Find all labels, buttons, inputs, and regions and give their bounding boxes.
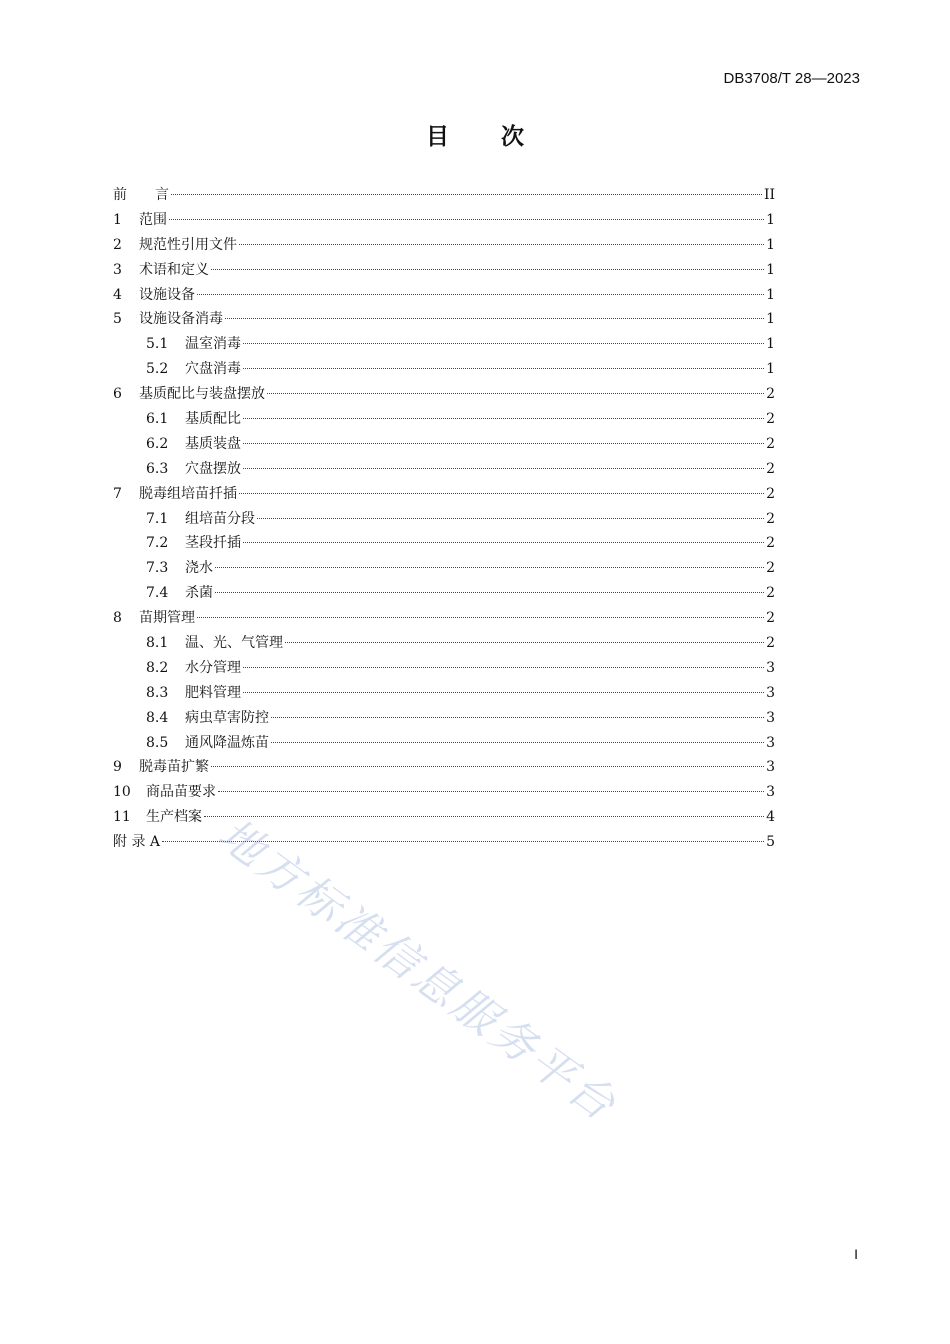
toc-entry-page: 1 — [766, 211, 775, 228]
toc-entry-page: 4 — [766, 809, 775, 826]
toc-entry-page: 3 — [766, 759, 775, 776]
toc-entry-title: 范围 — [139, 211, 167, 228]
toc-entry[interactable] — [113, 358, 775, 383]
toc-entry-title: 温、光、气管理 — [185, 635, 283, 652]
toc-entry-page: II — [763, 187, 775, 203]
toc-entry[interactable] — [113, 607, 775, 632]
toc-entry[interactable] — [113, 632, 775, 657]
toc-leader-dots — [197, 294, 764, 295]
toc-entry[interactable] — [113, 682, 775, 707]
toc-entry-number: 10 — [113, 784, 131, 801]
toc-leader-dots — [211, 766, 764, 767]
toc-leader-dots — [243, 418, 764, 419]
toc-entry-number: 8 — [113, 610, 122, 627]
toc-entry-title: 附 录 A — [113, 834, 161, 851]
toc-entry-number: 1 — [113, 211, 122, 228]
toc-entry-page: 2 — [766, 610, 775, 627]
watermark: 地方标准信息服务平台 — [208, 808, 627, 1133]
toc-entry-title: 生产档案 — [146, 809, 202, 826]
toc-leader-dots — [243, 468, 764, 469]
toc-entry-number: 7.1 — [146, 510, 169, 527]
toc-entry[interactable] — [113, 209, 775, 234]
toc-entry[interactable] — [113, 483, 775, 508]
toc-entry-page: 3 — [766, 659, 775, 676]
toc-entry-title: 穴盘消毒 — [185, 361, 241, 378]
toc-entry[interactable] — [113, 184, 775, 209]
document-code: DB3708/T 28—2023 — [723, 70, 860, 87]
toc-leader-dots — [215, 592, 764, 593]
toc-entry[interactable] — [113, 408, 775, 433]
toc-leader-dots — [271, 742, 764, 743]
toc-leader-dots — [204, 816, 764, 817]
toc-entry-title: 规范性引用文件 — [139, 236, 237, 253]
toc-entry[interactable] — [113, 756, 775, 781]
toc-entry-page: 3 — [766, 784, 775, 801]
toc-entry[interactable] — [113, 657, 775, 682]
toc-entry-page: 2 — [766, 435, 775, 452]
toc-leader-dots — [171, 194, 762, 195]
toc-entry-number: 3 — [113, 261, 122, 278]
toc-leader-dots — [243, 443, 764, 444]
toc-entry[interactable] — [113, 707, 775, 732]
toc-entry-number: 2 — [113, 236, 122, 253]
toc-entry-page: 2 — [766, 386, 775, 403]
toc-entry-title: 术语和定义 — [139, 261, 209, 278]
toc-entry-title: 杀菌 — [185, 585, 213, 602]
toc-leader-dots — [169, 219, 764, 220]
toc-entry-page: 2 — [766, 510, 775, 527]
toc-entry-page: 2 — [766, 560, 775, 577]
toc-entry-number: 8.1 — [146, 635, 169, 652]
toc-entry[interactable] — [113, 259, 775, 284]
toc-entry-title: 穴盘摆放 — [185, 460, 241, 477]
toc-entry-page: 1 — [766, 336, 775, 353]
toc-entry-number: 7.3 — [146, 560, 169, 577]
toc-entry-title: 商品苗要求 — [146, 784, 216, 801]
table-of-contents — [113, 184, 775, 856]
toc-entry[interactable] — [113, 557, 775, 582]
toc-entry[interactable] — [113, 458, 775, 483]
toc-entry-title: 苗期管理 — [139, 610, 195, 627]
toc-entry-page: 1 — [766, 286, 775, 303]
toc-entry-title: 肥料管理 — [185, 684, 241, 701]
toc-leader-dots — [257, 518, 764, 519]
toc-entry-title: 病虫草害防控 — [185, 709, 269, 726]
toc-leader-dots — [285, 642, 764, 643]
page-number: I — [854, 1246, 858, 1262]
toc-leader-dots — [218, 791, 764, 792]
toc-entry-number: 6 — [113, 386, 122, 403]
toc-entry-page: 1 — [766, 236, 775, 253]
toc-entry-title: 温室消毒 — [185, 336, 241, 353]
toc-entry-page: 5 — [766, 834, 775, 851]
toc-entry-page: 3 — [766, 734, 775, 751]
toc-entry-number: 9 — [113, 759, 122, 776]
toc-entry[interactable] — [113, 732, 775, 757]
toc-entry-number: 7.4 — [146, 585, 169, 602]
toc-entry-title: 脱毒苗扩繁 — [139, 759, 209, 776]
toc-leader-dots — [267, 393, 764, 394]
toc-entry-title: 浇水 — [185, 560, 213, 577]
toc-entry-page: 2 — [766, 585, 775, 602]
toc-entry-number: 8.2 — [146, 659, 169, 676]
toc-leader-dots — [239, 493, 764, 494]
toc-entry-title: 前 言 — [113, 187, 169, 203]
toc-entry-number: 5.1 — [146, 336, 169, 353]
toc-entry-title: 设施设备消毒 — [139, 311, 223, 328]
toc-entry-title: 脱毒组培苗扦插 — [139, 485, 237, 502]
toc-entry-number: 5 — [113, 311, 122, 328]
toc-entry[interactable] — [113, 433, 775, 458]
toc-leader-dots — [225, 318, 764, 319]
toc-entry-page: 3 — [766, 709, 775, 726]
toc-entry-title: 基质装盘 — [185, 435, 241, 452]
toc-entry-title: 基质配比 — [185, 411, 241, 428]
toc-entry-page: 2 — [766, 635, 775, 652]
toc-entry[interactable] — [113, 308, 775, 333]
toc-entry-number: 4 — [113, 286, 122, 303]
toc-entry-title: 茎段扦插 — [185, 535, 241, 552]
toc-entry-page: 2 — [766, 535, 775, 552]
toc-entry-title: 通风降温炼苗 — [185, 734, 269, 751]
toc-entry-number: 8.5 — [146, 734, 169, 751]
toc-entry-number: 8.4 — [146, 709, 169, 726]
toc-entry[interactable] — [113, 333, 775, 358]
toc-entry-number: 6.2 — [146, 435, 169, 452]
toc-entry-number: 6.1 — [146, 411, 169, 428]
toc-entry-title: 组培苗分段 — [185, 510, 255, 527]
toc-entry-page: 2 — [766, 485, 775, 502]
toc-leader-dots — [243, 343, 764, 344]
toc-entry-page: 1 — [766, 311, 775, 328]
toc-leader-dots — [239, 244, 764, 245]
toc-entry[interactable] — [113, 508, 775, 533]
toc-leader-dots — [211, 269, 764, 270]
toc-leader-dots — [243, 667, 764, 668]
toc-leader-dots — [215, 567, 764, 568]
toc-entry[interactable] — [113, 234, 775, 259]
toc-entry-title: 水分管理 — [185, 659, 241, 676]
toc-entry-number: 7 — [113, 485, 122, 502]
toc-leader-dots — [271, 717, 764, 718]
toc-entry[interactable] — [113, 284, 775, 309]
toc-entry-number: 11 — [113, 809, 131, 826]
toc-entry[interactable] — [113, 582, 775, 607]
toc-entry[interactable] — [113, 806, 775, 831]
toc-entry-number: 8.3 — [146, 684, 169, 701]
toc-entry-page: 2 — [766, 411, 775, 428]
toc-entry-number: 5.2 — [146, 361, 169, 378]
toc-entry-title: 基质配比与装盘摆放 — [139, 386, 265, 403]
toc-entry[interactable] — [113, 383, 775, 408]
toc-leader-dots — [243, 542, 764, 543]
toc-entry[interactable] — [113, 532, 775, 557]
toc-leader-dots — [197, 617, 764, 618]
toc-leader-dots — [243, 692, 764, 693]
toc-entry-page: 3 — [766, 684, 775, 701]
toc-entry-page: 1 — [766, 261, 775, 278]
toc-leader-dots — [243, 368, 764, 369]
toc-entry-page: 2 — [766, 460, 775, 477]
toc-entry-page: 1 — [766, 361, 775, 378]
toc-entry-number: 7.2 — [146, 535, 169, 552]
toc-entry[interactable] — [113, 781, 775, 806]
toc-entry-title: 设施设备 — [139, 286, 195, 303]
page-title: 目 次 — [425, 124, 546, 150]
toc-entry-number: 6.3 — [146, 460, 169, 477]
